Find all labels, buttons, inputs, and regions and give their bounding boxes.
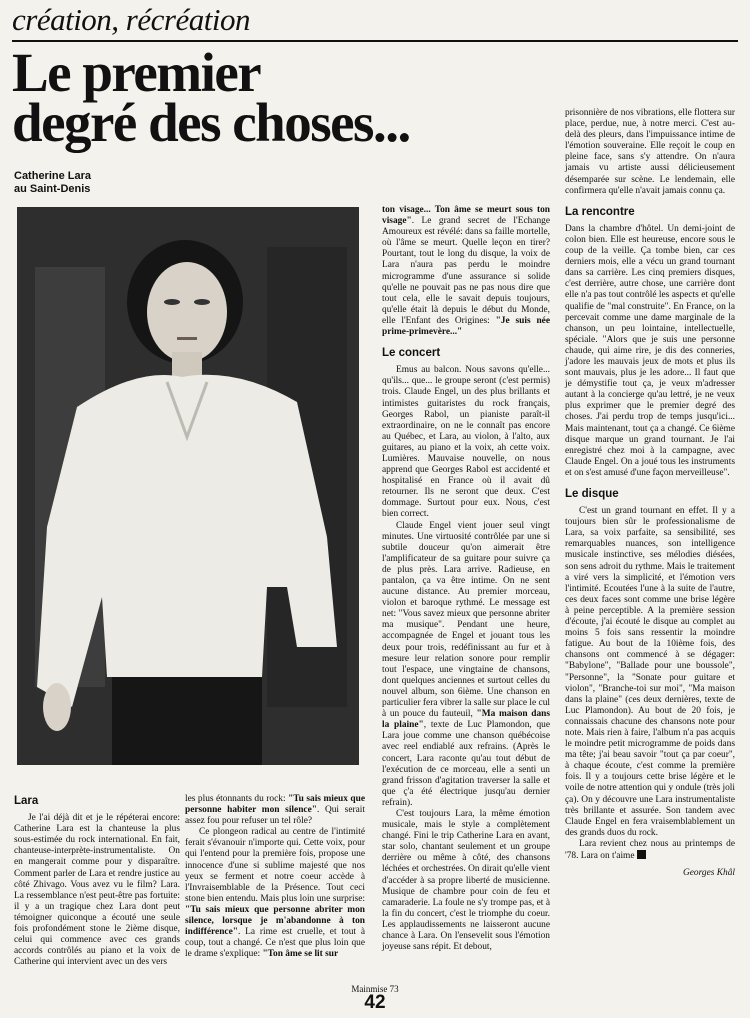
text-run: Ce plongeon radical au centre de l'intimité ferait s'évanouir n'importe qui. Cette voix, pour qui l'entend pour la première fois, propose une innocence d'une si sublime majesté que nos yeux se ferment et notre coeur accède à l'Invraisemblable de la Présence. Tout ceci stone bien entendu. Mais plus loin une surprise:	[185, 827, 365, 904]
portrait-photo	[17, 207, 359, 765]
text-run: . Qui serait assez fou pour refuser un tel rôle?	[185, 805, 365, 827]
paragraph: Emus au balcon. Nous savons qu'elle... qu'ils... que... le groupe seront (c'est permis) trois. Claude Engel, un des plus brillants et intimistes guitaristes du rock français, Georges Rabol, un pianiste paraît-il extraordinaire, on ne le connaît pas encore au Québec, et Lara, au violon, à l'alto, aux guitares, au piano et la voix, ah cette voix. Lumières. Mauvaise nouvelle, on nous apprend que Georges Rabol est accidenté et hospitalisé en France où il avait dû retourner. Ils ne seront que deux. C'est dommage. Surtout pour eux. Nous, c'est bien correct.	[382, 365, 550, 520]
article-headline	[12, 42, 552, 153]
paragraph: Je l'ai déjà dit et je le répéterai encore: Catherine Lara est la chanteuse la plus sous-estimée du rock international. En fait, chanteuse-interprète-instrumentaliste. On en mangerait comme pour y disparaître. Comment parler de Lara et rendre justice au côté Zhivago. Vous avez vu le film? Lara. La ressemblance n'est peut-être pas fortuite: il y a un tragique chez Lara dont peut témoigner quiconque a écouté une seule fois profondément stone le 2ième disque, celui qui commence avec ces grands accords contrôlés au piano et la voix de Catherine qui intervient avec un des vers	[14, 813, 180, 968]
paragraph	[382, 205, 550, 338]
byline-line-2: au Saint-Denis	[14, 183, 91, 195]
paragraph: C'est un grand tournant en effet. Il y a toujours bien sûr le professionalisme de Lara, sa voix parfaite, sa sensibilité, ses remarquables nuances, son intelligence musicale instinctive, ses mélodies diésées, son sens adroit du rythme. Mais le traitement a viré vers la simplicité, et l'émotion vers l'intimité. Ecoutées l'une à la suite de l'autre, ces deux faces sont comme une brise légère à peine perceptible. A la première session d'écoute, j'ai écouté le disque au complet au moins 5 fois sans ressentir la moindre fatigue. Au bout de la 10ième fois, des chansons ont commencé à se dégager: "Babylone", "Ballade pour une boussole", "Personne", la "Sonate pour guitare et violon", "Branche-toi sur moi", "Ma maison dans la plaine" (ces deux dernières, texte de Luc Plamondon). Au bout de 20 fois, je connaissais chacune des chansons note pour note. Mais rien à faire, l'album n'a pas acquis le moindre petit microgramme de poids dans ma tête; j'ai beau savoir "tout ça par coeur", à chaque écoute, c'est comme la première fois. Il y a toujours cette brise légère et le voile de notre attention qui y ondule (très joli ça). On y découvre une Lara instrumentaliste très brillante et assurée. Son tandem avec Claude Engel en fera vraisemblablement un des grands duos du rock.	[565, 506, 735, 838]
quote: "Ma maison dans la plaine"	[382, 709, 551, 731]
paragraph	[185, 794, 365, 827]
byline	[14, 170, 91, 196]
paragraph: Dans la chambre d'hôtel. Un demi-joint de colon bien. Elle est heureuse, encore sous le coup de la veille. Ça tombe bien, car ces derniers mois, elle a vécu un grand tournant dans sa carrière. Les cinq premiers disques, c'est derrière, autre chose, une carrière dont elle n'a pas tout contrôlé les aspects et qu'elle qualifie de "mal construite". En France, on la percevait comme une dame marginale de la chanson, un peu lointaine, intellectuelle, spéciale. "Alors que je suis une personne chaude, qui aime rire, je dis des conneries, j'adore les mauvais jeux de mots et plus ils sont mauvais, plus je les adore... Il faut que je démystifie tout ça, je veux m'adresser autant à la concierge qu'au lettré, je ne veux plus exprimer que le premier degré des choses. J'ai perdu trop de temps jusqu'ici... Mais maintenant, tout ça a changé. Ce 6ième disque marque un grand tournant. Je l'ai enregistré chez moi à la campagne, avec Claude Engel. On a joué tous les instruments et on s'est amusé d'une façon merveilleuse".	[565, 223, 735, 478]
column-4	[565, 108, 735, 879]
paragraph	[382, 521, 550, 809]
quote: "Tu sais mieux que personne habiter mon silence"	[185, 794, 365, 816]
text-run: les plus étonnants du rock:	[185, 794, 289, 804]
page-number: 42	[364, 992, 386, 1013]
paragraph: C'est toujours Lara, la même émotion musicale, mais le style a complètement changé. Fini le trip Catherine Lara en avant, star solo, chantant seulement et un groupe derrière ou même à côté, des chansons léchées et orchestrées. On dirait qu'elle vient d'accéder à sa propre liberté de musicienne. Musique de chambre pour coin de feu et camaraderie. La foule ne s'y trompe pas, et à la fin du concert, c'est le triomphe du coeur. Les applaudissements ne laisseront aucune chance à Lara. On l'ensevelit sous l'émotion joyeuse sans répit. Et debout,	[382, 808, 550, 953]
author-signature: Georges Khâl	[683, 868, 735, 879]
column-1	[14, 794, 180, 968]
section-heading-disque: Le disque	[565, 488, 619, 500]
text-run: Claude Engel vient jouer seul vingt minutes. Une virtuosité contrôlée par une si subtile douceur qu'on aimerait être l'amplificateur de sa guitare pour suivre ça de plus près. Lara arrive. Radieuse, en pantalon, ça va être intime. On ne sent aucune distance. Au premier morceau, violon et baroque rythmé. Le message est net: "Vous savez mieux que personne abriter ma musique". Pendant une heure, accompagnée de Engel et jouant tous les deux pour trois, redéfinissant au fur et à mesure leur relation sonore pour remplir tout l'espace, une vingtaine de chansons, dont quelques anciennes et surtout celles du nouvel album, son 6ième. Une chanson en particulier fera vibrer la salle sur place le cul à un pouce du fauteuil,	[382, 520, 550, 720]
end-mark-icon	[637, 850, 646, 859]
quote: "Je suis née prime-primevère..."	[382, 315, 550, 338]
headline-line-1: Le premier	[12, 42, 261, 103]
headline-line-2: degré des choses...	[12, 92, 410, 153]
quote: "Tu sais mieux que personne abriter mon silence, lorsque je m'abandonne à ton indifférence"	[185, 904, 365, 938]
section-heading-lara: Lara	[14, 795, 39, 807]
paragraph	[185, 827, 365, 960]
quote: "Ton âme se lit sur	[262, 949, 339, 960]
text-run: . La rime est cruelle, et tout à coup, tout a changé. Ce n'est que plus loin que le drame s'explique:	[185, 927, 365, 960]
column-3	[382, 205, 550, 953]
paragraph: prisonnière de nos vibrations, elle flottera sur place, perdue, nue, à notre merci. C'est au-delà des pleurs, dans l'impuissance intime de l'émotion souveraine. Elle reçoit le coup en pleine face, sans s'y attendre. On n'aura jamais vu artiste aussi délicieusement désemparée sur scène. Le lendemain, elle confirmera qu'elle n'avait jamais connu ça.	[565, 108, 736, 196]
section-heading-rencontre: La rencontre	[565, 205, 635, 218]
text-run: Lara revient chez nous au printemps de '78. Lara on t'aime	[565, 838, 735, 861]
text-run: , texte de Luc Plamondon, que Lara joue comme une chanson québécoise avec reel endiablé aux refrains. (Après le concert, Lara raconte qu'au tout début de l'exécution de ce morceau, elle a senti un grand frisson d'agitation traverser la salle et que ç'a été électrique jusqu'au dernier refrain).	[382, 720, 551, 808]
byline-line-1: Catherine Lara	[14, 170, 92, 182]
portrait-illustration	[17, 207, 359, 765]
text-run: . Le grand secret de l'Echange Amoureux est révélé: dans sa faille mortelle, où l'âme se meurt. Quelle leçon en tirer? Pourtant, tout le long du disque, la voix de Lara n'aura pas perdu le moindre microgramme d'une assurance si solide qu'elle ne pouvait pas ne pas nous dire que tout cela, elle le savait depuis toujours, qu'elle était là depuis le début du Monde, elle l'Enfant des Origines:	[382, 216, 550, 326]
column-2	[185, 794, 365, 960]
quote: ton visage... Ton âme se meurt sous ton visage"	[382, 205, 550, 227]
section-rubric: création, récréation	[12, 2, 250, 37]
section-heading-concert: Le concert	[382, 347, 441, 360]
magazine-name: Mainmise 73	[351, 984, 399, 994]
paragraph	[565, 839, 735, 862]
